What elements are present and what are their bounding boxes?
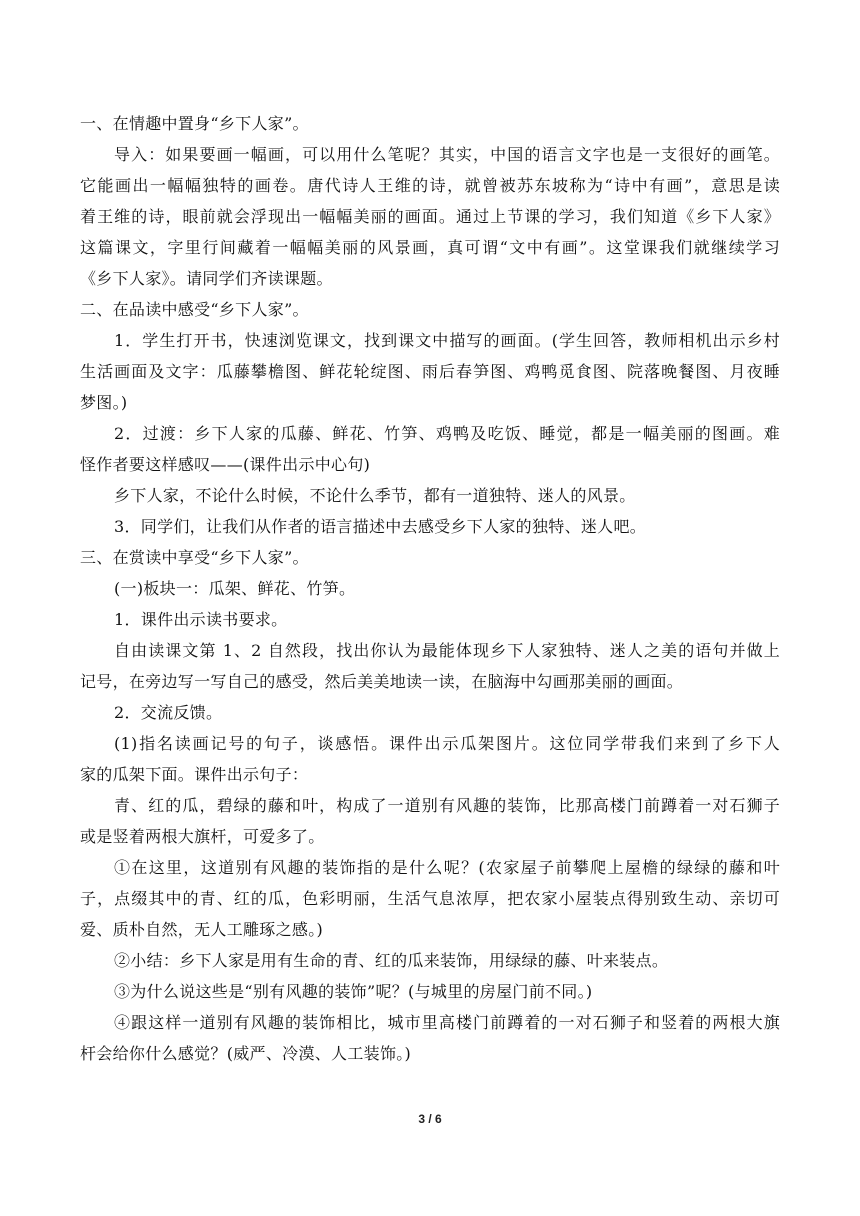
- text-line: 或是竖着两根大旗杆，可爱多了。: [80, 827, 325, 846]
- text-line: 乡下人家，不论什么时候，不论什么季节，都有一道独特、迷人的风景。: [114, 486, 636, 505]
- text-line: 家的瓜架下面。课件出示句子：: [80, 765, 309, 784]
- text-line: 1．学生打开书，快速浏览课文，找到课文中描写的画面。(学生回答，教师相机出示乡村: [114, 331, 780, 350]
- text-line: ②小结：乡下人家是用有生命的青、红的瓜来装饰，用绿绿的藤、叶来装点。: [114, 951, 669, 970]
- text-line: 记号，在旁边写一写自己的感受，然后美美地读一读，在脑海中勾画那美丽的画面。: [80, 672, 684, 691]
- text-line: 3．同学们，让我们从作者的语言描述中去感受乡下人家的独特、迷人吧。: [114, 517, 647, 536]
- text-line: 生活画面及文字：瓜藤攀檐图、鲜花轮绽图、雨后春笋图、鸡鸭觅食图、院落晚餐图、月夜睡: [80, 362, 780, 381]
- text-line: 二、在品读中感受“乡下人家”。: [80, 300, 309, 319]
- text-line: 2．交流反馈。: [114, 703, 223, 722]
- text-line: 导入：如果要画一幅画，可以用什么笔呢？其实，中国的语言文字也是一支很好的画笔。: [114, 145, 780, 164]
- text-line: (一)板块一：瓜架、鲜花、竹笋。: [114, 579, 356, 598]
- text-line: 2．过渡：乡下人家的瓜藤、鲜花、竹笋、鸡鸭及吃饭、睡觉，都是一幅美丽的图画。难: [114, 424, 780, 443]
- document-body: [80, 108, 780, 1069]
- text-line: 1．课件出示读书要求。: [114, 610, 288, 629]
- text-line: 爱、质朴自然，无人工雕琢之感。): [80, 920, 324, 939]
- text-line: 三、在赏读中享受“乡下人家”。: [80, 548, 309, 567]
- text-line: 子，点缀其中的青、红的瓜，色彩明丽，生活气息浓厚，把农家小屋装点得别致生动、亲切可: [80, 889, 780, 908]
- text-line: 梦图。): [80, 393, 128, 412]
- text-line: 杆会给你什么感觉？(威严、冷漠、人工装饰。): [80, 1044, 412, 1063]
- text-line: 这篇课文，字里行间藏着一幅幅美丽的风景画，真可谓“文中有画”。这堂课我们就继续学习: [80, 238, 780, 257]
- text-line: ③为什么说这些是“别有风趣的装饰”呢？(与城里的房屋门前不同。): [114, 982, 593, 1001]
- page-number: 3 / 6: [418, 1112, 442, 1126]
- text-line: ①在这里，这道别有风趣的装饰指的是什么呢？(农家屋子前攀爬上屋檐的绿绿的藤和叶: [114, 858, 780, 877]
- text-line: 《乡下人家》。请同学们齐读课题。: [80, 269, 333, 288]
- text-line: 一、在情趣中置身“乡下人家”。: [80, 114, 309, 133]
- text-line: 着王维的诗，眼前就会浮现出一幅幅美丽的画面。通过上节课的学习，我们知道《乡下人家》: [80, 207, 780, 226]
- text-line: (1)指名读画记号的句子，谈感悟。课件出示瓜架图片。这位同学带我们来到了乡下人: [114, 734, 780, 753]
- text-line: ④跟这样一道别有风趣的装饰相比，城市里高楼门前蹲着的一对石狮子和竖着的两根大旗: [114, 1013, 780, 1032]
- text-line: 青、红的瓜，碧绿的藤和叶，构成了一道别有风趣的装饰，比那高楼门前蹲着一对石狮子: [114, 796, 780, 815]
- text-line: 怪作者要这样感叹——(课件出示中心句): [80, 455, 371, 474]
- text-line: 它能画出一幅幅独特的画卷。唐代诗人王维的诗，就曾被苏东坡称为“诗中有画”，意思是读: [80, 176, 780, 195]
- text-line: 自由读课文第 1、2 自然段，找出你认为最能体现乡下人家独特、迷人之美的语句并做上: [114, 641, 780, 660]
